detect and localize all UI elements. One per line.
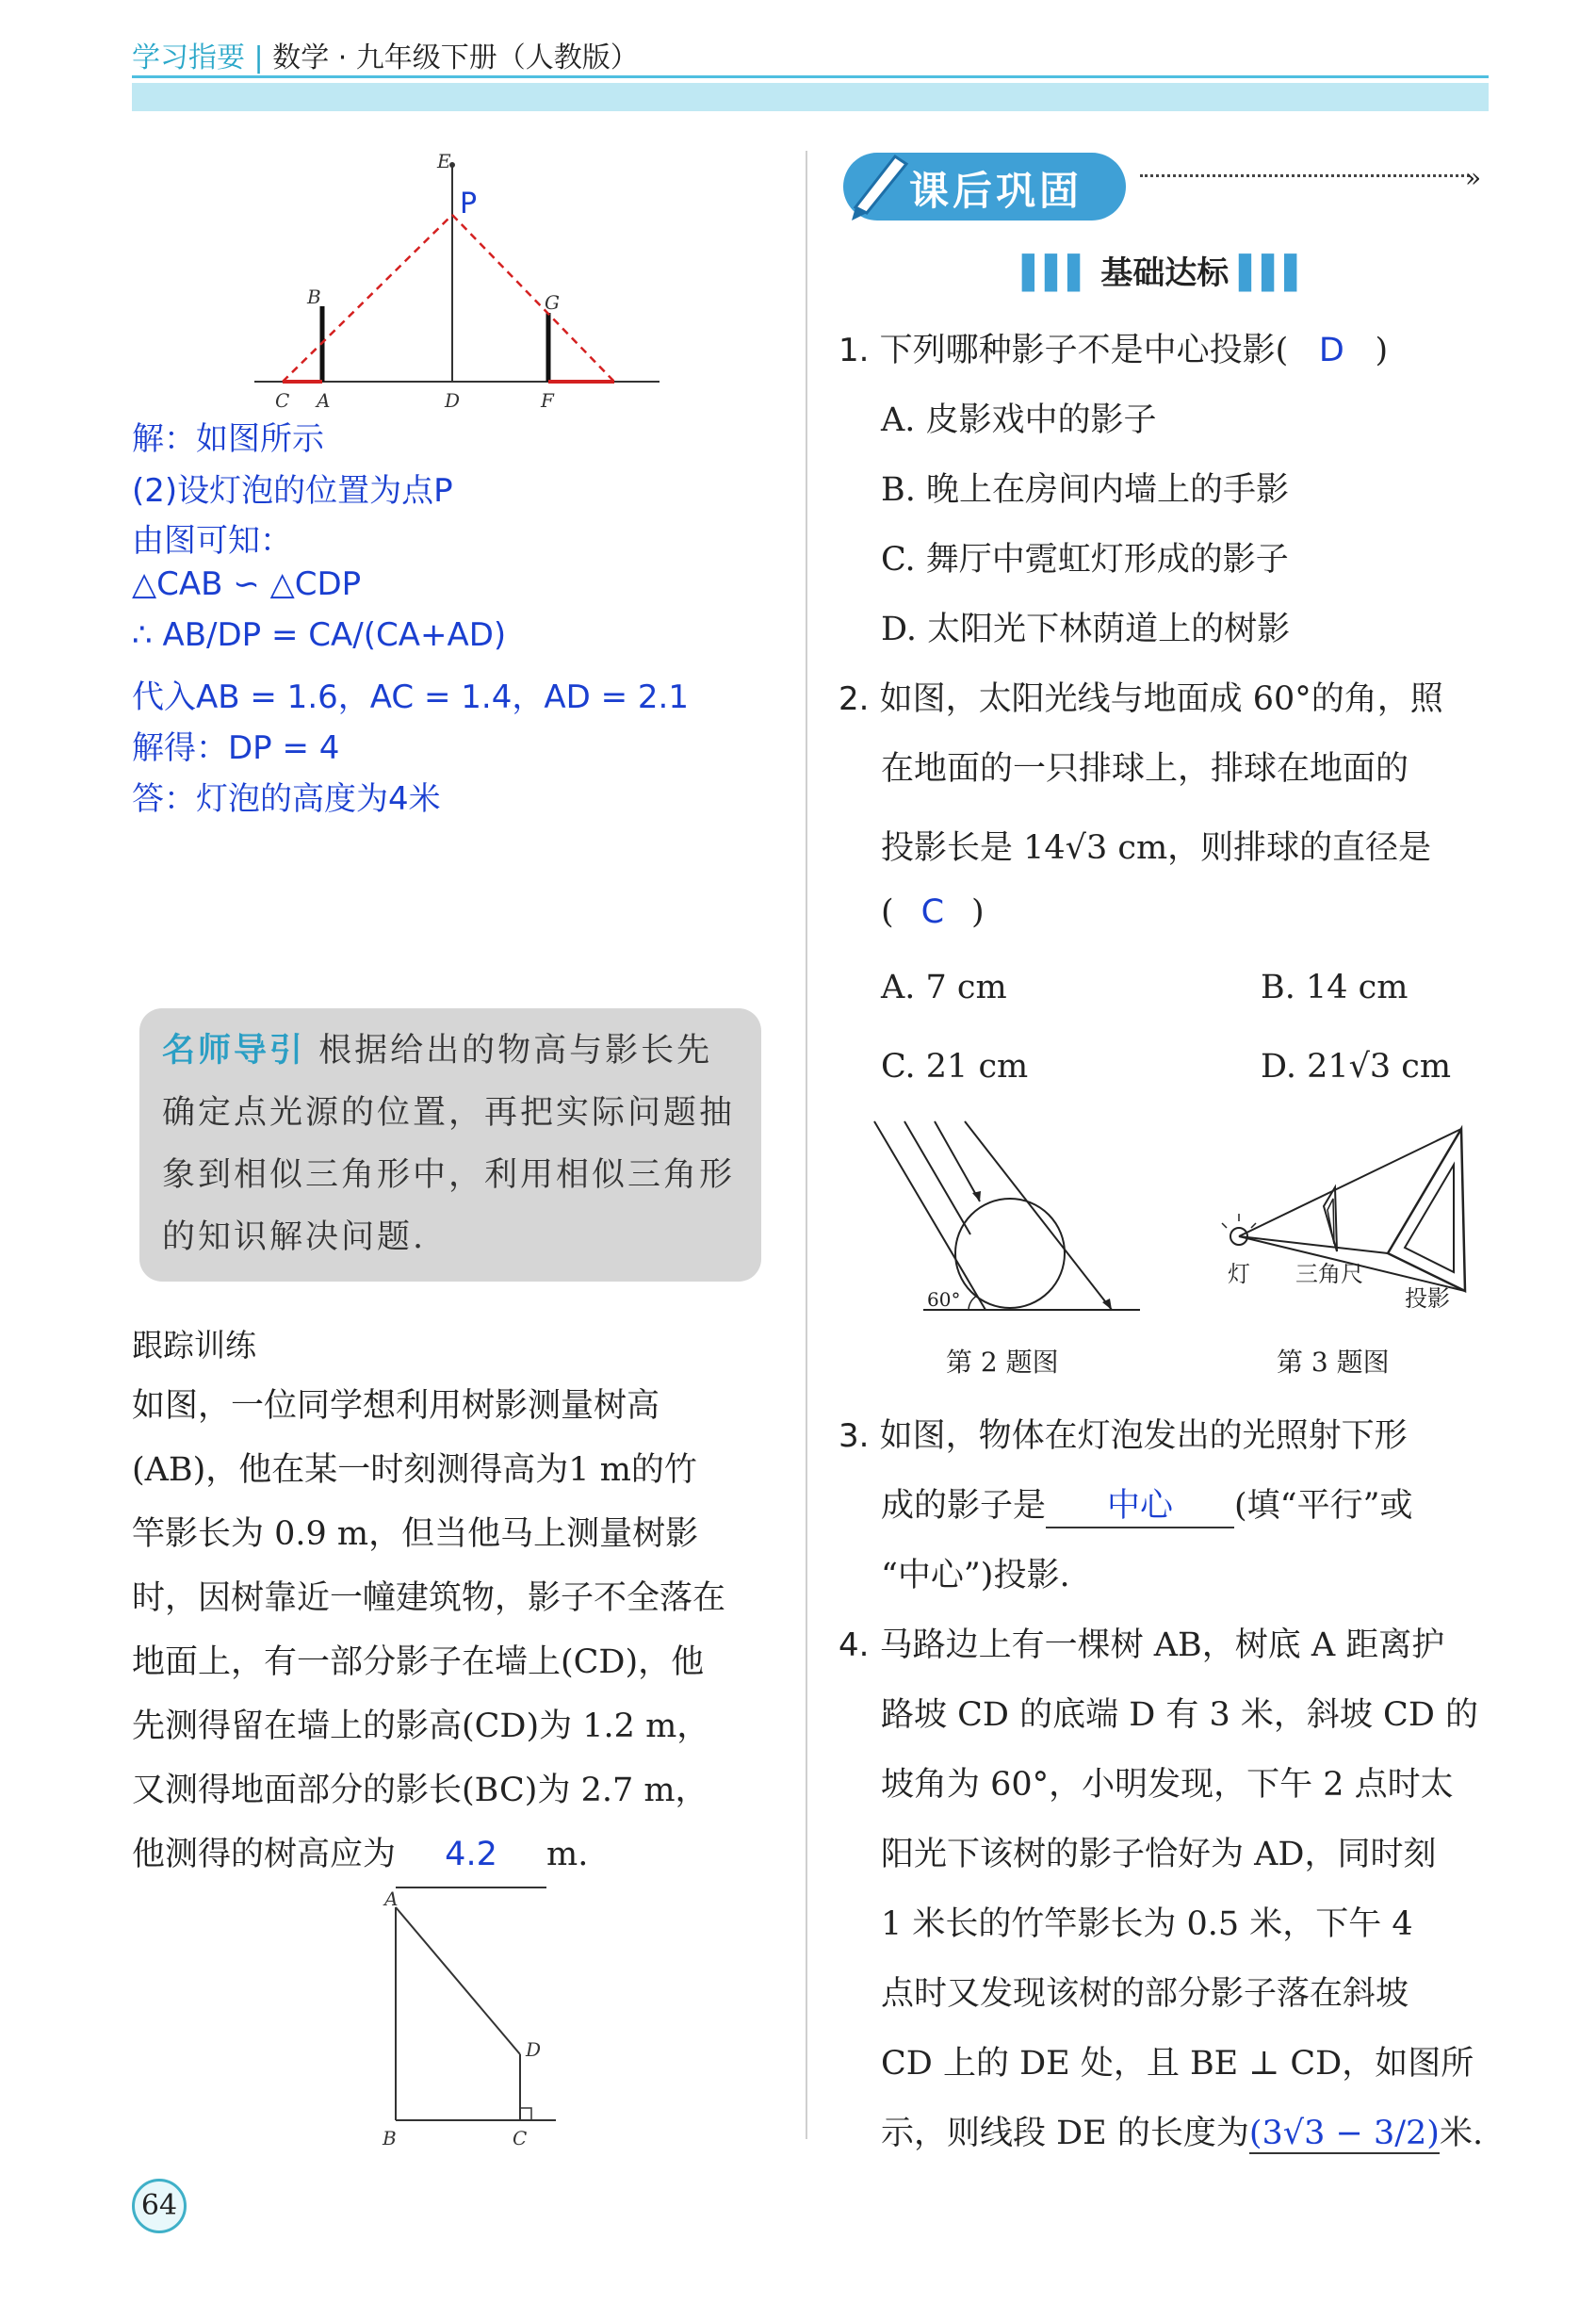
solution-line-5: ∴ AB/DP = CA/(CA+AD) [132,616,507,654]
label-B: B [307,286,321,308]
label-A2: A [384,1887,399,1910]
q2-answer-line [881,893,985,931]
q3-line-1 [839,1410,1408,1457]
track-last-suffix: m. [546,1836,589,1873]
q4-line-3: 坡角为 60°，小明发现，下午 2 点时太 [881,1766,1454,1804]
track-line-2: (AB)，他在某一时刻测得高为1 m的竹 [132,1451,697,1489]
q1-option-a: A. 皮影戏中的影子 [881,401,1157,439]
q1-option-d: D. 太阳光下林荫道上的树影 [881,611,1291,648]
banner-title: 课后巩固 [909,168,1083,214]
figure-tree-wall [358,1885,565,2149]
header: 学习指要 | 数学 · 九年级下册（人教版） [132,41,639,74]
label-C2: C [513,2127,528,2149]
fig2-caption: 第 2 题图 [946,1347,1059,1378]
track-title: 跟踪训练 [132,1327,256,1364]
q2-line-1 [839,673,1443,720]
q4-line-2: 路坡 CD 的底端 D 有 3 米，斜坡 CD 的 [881,1696,1479,1734]
solution-line-4: △CAB ∽ △CDP [132,565,362,603]
label-A: A [317,389,331,412]
q1-close: ) [1375,332,1389,369]
track-line-7: 又测得地面部分的影长(BC)为 2.7 m， [132,1772,708,1809]
q2-option-b: B. 14 cm [1261,969,1409,1006]
q1-option-b: B. 晚上在房间内墙上的手影 [881,471,1289,509]
q4-number: 4. [839,1626,870,1664]
header-book: 数学 · 九年级下册（人教版） [272,41,639,74]
label-D2: D [526,2038,542,2061]
q4-line-6: 点时又发现该树的部分影子落在斜坡 [881,1975,1409,2013]
q3-answer-blank[interactable]: 中心 [1046,1479,1234,1528]
label-P: P [460,188,478,221]
q4-line-7: CD 上的 DE 处，且 BE ⊥ CD，如图所 [881,2045,1474,2083]
q3-suffix: (填“平行”或 [1234,1487,1413,1525]
fig3-shadow: 投影 [1405,1285,1450,1312]
teacher-guide-title: 名师导引 [162,1032,306,1070]
q3-text-1: 如图，物体在灯泡发出的光照射下形 [879,1417,1408,1455]
figure-lamp-diagram [245,151,669,415]
q1-stem [839,324,1388,371]
q1-option-c: C. 舞厅中霓虹灯形成的影子 [881,541,1289,579]
q2-answer[interactable]: C [920,893,945,931]
subtitle-text: 基础达标 [1100,254,1230,292]
q2-option-c: C. 21 cm [881,1048,1029,1086]
q4-text-1: 马路边上有一棵树 AB，树底 A 距离护 [879,1626,1445,1664]
teacher-guide-body: 根据给出的物高与影长先确定点光源的位置，再把实际问题抽象到相似三角形中，利用相似三角形的知识解决问题. [162,1032,736,1256]
label-E: E [437,151,451,172]
q4-line-4: 阳光下该树的影子恰好为 AD，同时刻 [881,1836,1437,1873]
teacher-guide-text [162,1020,746,1268]
fig3-lamp: 灯 [1228,1261,1250,1287]
solution-line-3: 由图可知： [132,522,292,560]
q2-line-3: 投影长是 14√3 cm，则排球的直径是 [881,829,1432,867]
q4-line-8 [881,2107,1483,2154]
header-section: 学习指要 [132,41,245,74]
header-band [132,83,1489,111]
track-line-6: 先测得留在墙上的影高(CD)为 1.2 m， [132,1708,710,1745]
subtitle-bars-left-icon: ▌▌▌ [1022,254,1091,292]
fig3-ruler: 三角尺 [1295,1261,1363,1287]
q4-line-5: 1 米长的竹竿影长为 0.5 米，下午 4 [881,1905,1413,1943]
q4-answer-blank[interactable]: (3√3 − 3/2) [1248,2115,1440,2152]
track-line-8 [132,1822,588,1888]
header-rule [132,75,1489,78]
page-number: 64 [132,2179,187,2233]
figure-lamp-triangle [1211,1112,1484,1319]
banner-dots [1140,174,1470,177]
subtitle-bars-right-icon: ▌▌▌ [1239,254,1308,292]
q2-number: 2. [839,680,870,718]
q4-line-1 [839,1619,1444,1666]
fig3-caption: 第 3 题图 [1277,1347,1390,1378]
q3-line-2 [881,1479,1412,1528]
fig2-angle: 60° [927,1288,961,1311]
label-F: F [541,389,554,412]
label-C: C [275,389,290,412]
label-G: G [545,291,560,314]
solution-line-8: 答：灯泡的高度为4米 [132,780,441,818]
banner-arrow-icon: » [1465,162,1482,193]
solution-line-6: 代入AB = 1.6，AC = 1.4，AD = 2.1 [132,678,689,716]
track-answer-blank[interactable]: 4.2 [396,1822,546,1888]
solution-line-7: 解得：DP = 4 [132,729,340,767]
q2-option-a: A. 7 cm [881,969,1007,1006]
track-last-prefix: 他测得的树高应为 [132,1836,397,1873]
label-B2: B [383,2127,397,2149]
pencil-icon [839,141,914,226]
figure-volleyball [867,1112,1149,1329]
q2-paren-open: ( [881,893,894,931]
q4-last-suffix: 米. [1439,2115,1484,2152]
solution-line-1: 解：如图所示 [132,420,324,458]
q4-last-prefix: 示，则线段 DE 的长度为 [881,2115,1249,2152]
q3-number: 3. [839,1417,870,1455]
q3-line-3: “中心”)投影. [881,1557,1070,1594]
track-line-5: 地面上，有一部分影子在墙上(CD)，他 [132,1643,705,1681]
track-line-1: 如图，一位同学想利用树影测量树高 [132,1387,660,1425]
q1-answer[interactable]: D [1318,332,1344,369]
q2-option-d: D. 21√3 cm [1261,1048,1452,1086]
q2-paren-close: ) [970,893,985,931]
track-line-4: 时，因树靠近一幢建筑物，影子不全落在 [132,1579,726,1617]
q1-number: 1. [839,332,870,369]
q2-line-2: 在地面的一只排球上，排球在地面的 [881,750,1409,788]
solution-line-2: (2)设灯泡的位置为点P [132,472,453,510]
track-line-3: 竿影长为 0.9 m，但当他马上测量树影 [132,1515,699,1553]
q1-stem-text: 下列哪种影子不是中心投影( [879,332,1289,369]
q3-prefix: 成的影子是 [881,1487,1047,1525]
label-D: D [445,389,461,412]
column-divider [806,151,807,2139]
q2-text-1: 如图，太阳光线与地面成 60°的角，照 [879,680,1443,718]
subtitle [1022,247,1308,293]
